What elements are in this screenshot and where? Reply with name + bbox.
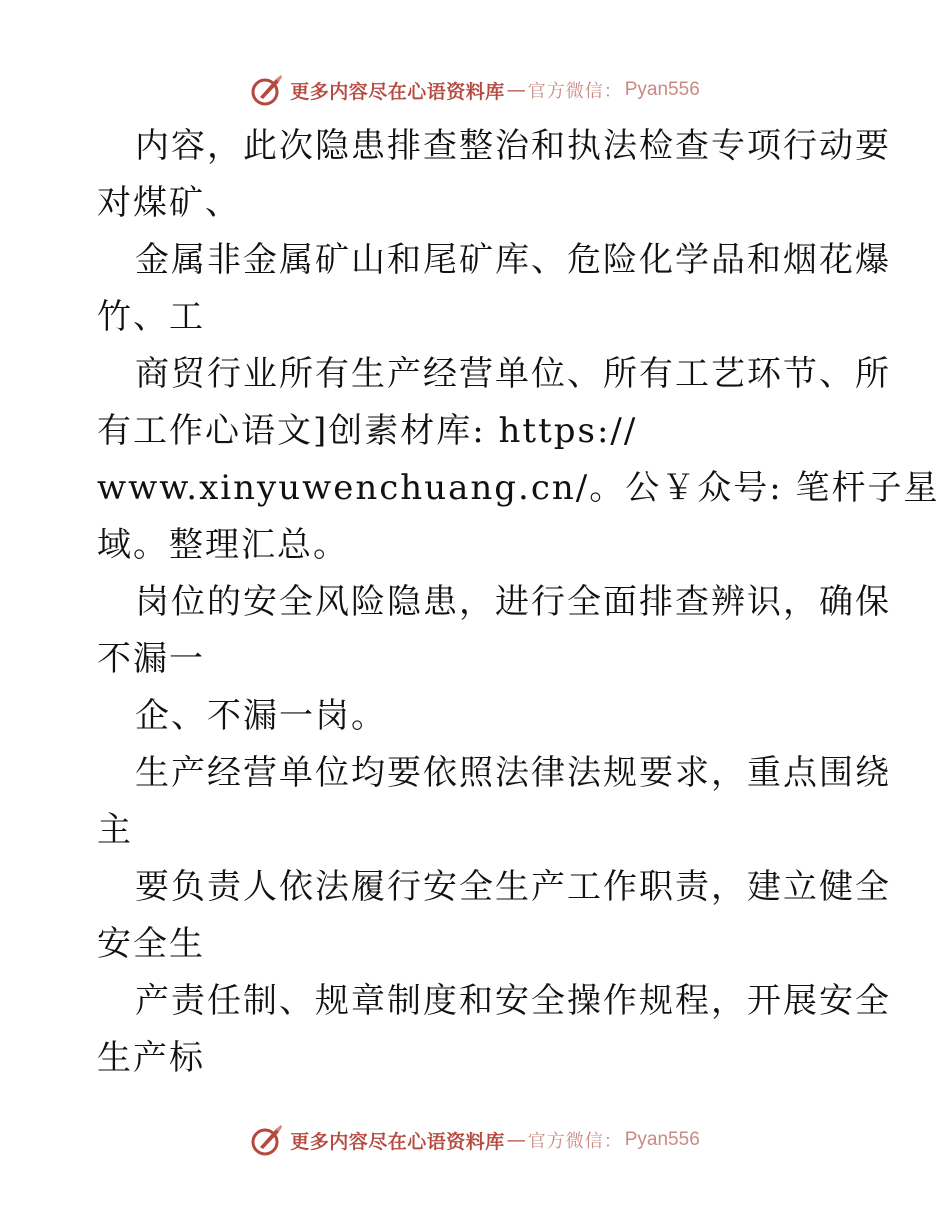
text-line: 不漏一 [97, 639, 205, 679]
text-line: 企、不漏一岗。 [135, 696, 387, 736]
text-line: 内容，此次隐患排查整治和执法检查专项行动要 [135, 126, 891, 166]
text-line: 主 [97, 810, 133, 850]
text-line: 生产标 [97, 1038, 205, 1078]
text-line: 有工作心语文]创素材库: https:// [97, 411, 638, 451]
text-line: www.xinyuwenchuang.cn/。公￥众号: 笔杆子星 [97, 468, 940, 508]
footer-watermark-banner [0, 1120, 950, 1160]
footer-dash: — [506, 1129, 526, 1151]
header-wechat-id: Pyan556 [624, 79, 700, 100]
quill-logo-icon [250, 1123, 284, 1157]
text-line: 要负责人依法履行安全生产工作职责，建立健全 [135, 867, 891, 907]
text-line: 岗位的安全风险隐患，进行全面排查辨识，确保 [135, 582, 891, 622]
text-line: 安全生 [97, 924, 205, 964]
header-official-label: 官方微信： [527, 81, 623, 102]
footer-brand-text: 更多内容尽在心语资料库 [290, 1130, 505, 1153]
footer-official-label: 官方微信： [527, 1131, 623, 1152]
text-line: 对煤矿、 [97, 183, 241, 223]
document-body [97, 118, 940, 1087]
text-line: 商贸行业所有生产经营单位、所有工艺环节、所 [135, 354, 891, 394]
text-line: 竹、工 [97, 297, 205, 337]
footer-wechat-id: Pyan556 [624, 1129, 700, 1150]
text-line: 金属非金属矿山和尾矿库、危险化学品和烟花爆 [135, 240, 891, 280]
header-brand-text: 更多内容尽在心语资料库 [290, 80, 505, 103]
header-watermark-banner [0, 70, 950, 110]
text-line: 生产经营单位均要依照法律法规要求，重点围绕 [135, 753, 891, 793]
quill-logo-icon [250, 73, 284, 107]
header-dash: — [506, 79, 526, 101]
text-line: 域。整理汇总。 [97, 525, 349, 565]
text-line: 产责任制、规章制度和安全操作规程，开展安全 [135, 981, 891, 1021]
